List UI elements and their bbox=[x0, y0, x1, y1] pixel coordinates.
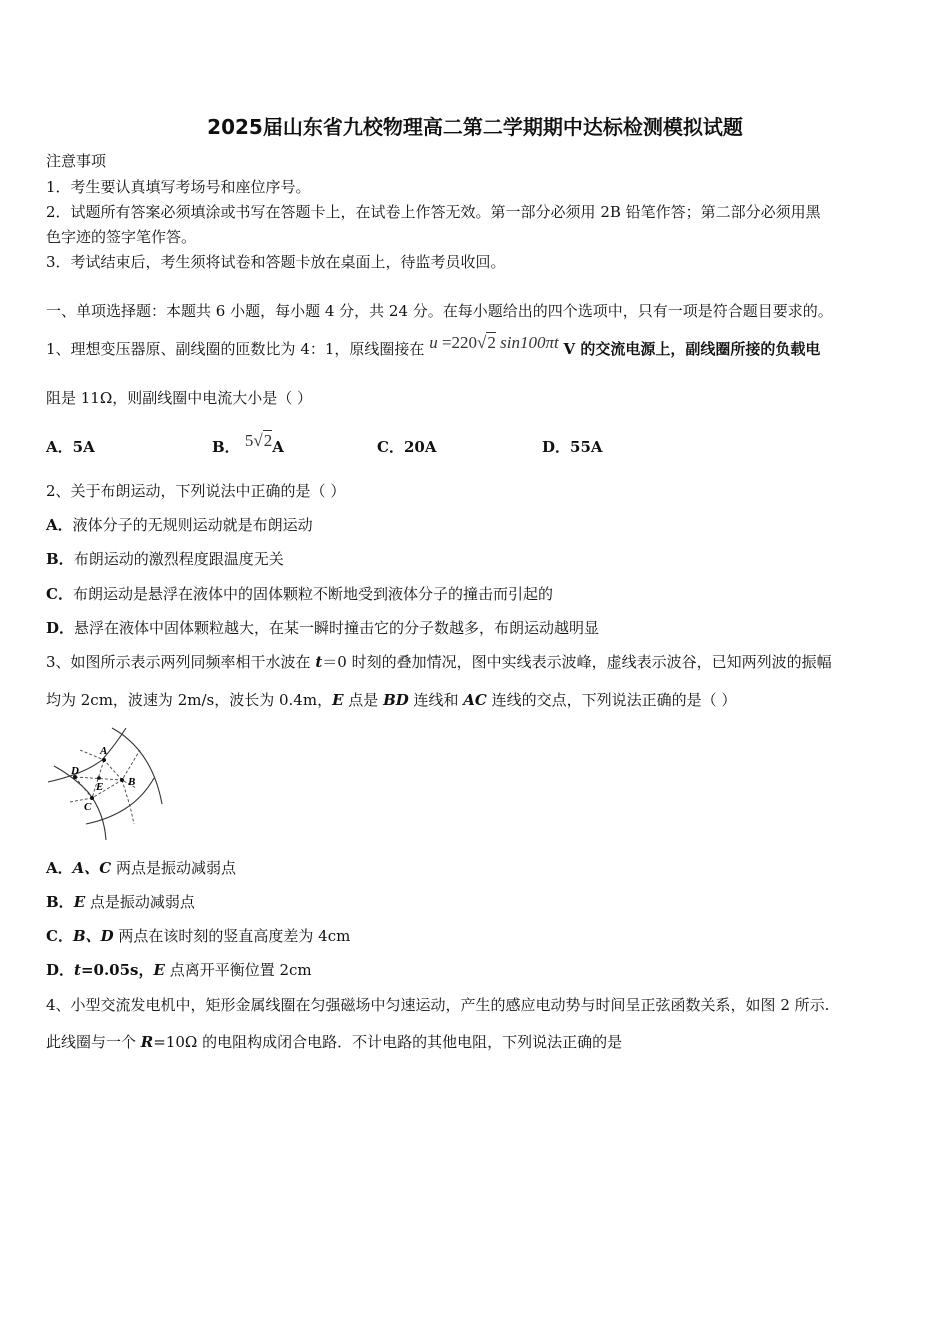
question-2-option-d[interactable]: D．悬浮在液体中固体颗粒越大，在某一瞬时撞击它的分子数越多，布朗运动越明显 bbox=[46, 619, 600, 637]
section-heading: 一、单项选择题：本题共 6 小题，每小题 4 分，共 24 分。在每小题给出的四个选项中，只有一项是符合题目要求的。 bbox=[46, 302, 833, 320]
notice-item-2-cont: 色字迹的签字笔作答。 bbox=[46, 228, 197, 246]
formula-voltage: u =220√2 sin100πt bbox=[429, 333, 559, 352]
notice-heading: 注意事项 bbox=[46, 152, 107, 170]
wave-diagram-svg bbox=[44, 722, 169, 842]
svg-text:D: D bbox=[71, 765, 79, 777]
question-4-stem-line2: 此线圈与一个 R=10Ω 的电阻构成闭合电路．不计电路的其他电阻，下列说法正确的是 bbox=[46, 1033, 623, 1051]
question-1-stem-part2: V 的交流电源上，副线圈所接的负载电 bbox=[563, 340, 821, 358]
question-1-option-b[interactable]: B． 5√2A bbox=[212, 431, 284, 456]
question-3-option-a[interactable]: A．A、C 两点是振动减弱点 bbox=[46, 859, 236, 877]
svg-text:E: E bbox=[96, 781, 104, 793]
question-2-option-c[interactable]: C．布朗运动是悬浮在液体中的固体颗粒不断地受到液体分子的撞击而引起的 bbox=[46, 585, 553, 603]
point-b bbox=[120, 778, 124, 782]
question-2-option-a[interactable]: A．液体分子的无规则运动就是布朗运动 bbox=[46, 516, 313, 534]
notice-item-3: 3．考试结束后，考生须将试卷和答题卡放在桌面上，待监考员收回。 bbox=[46, 253, 506, 271]
question-1-option-a[interactable]: A．5A bbox=[46, 438, 95, 456]
page-title: 2025届山东省九校物理高二第二学期期中达标检测模拟试题 bbox=[207, 115, 743, 139]
point-c bbox=[90, 796, 94, 800]
point-e bbox=[97, 776, 101, 780]
point-a bbox=[102, 758, 106, 762]
question-1-stem-part1: 1、理想变压器原、副线圈的匝数比为 4：1，原线圈接在 bbox=[46, 340, 425, 358]
formula-5-sqrt-2: 5√2 bbox=[244, 431, 273, 450]
question-1-stem-line2: 阻是 11Ω，则副线圈中电流大小是（ ） bbox=[46, 389, 313, 407]
question-1-option-d[interactable]: D．55A bbox=[542, 438, 603, 456]
question-3-option-d[interactable]: D．t=0.05s，E 点离开平衡位置 2cm bbox=[46, 961, 312, 979]
question-4-stem-line1: 4、小型交流发电机中，矩形金属线圈在匀强磁场中匀速运动，产生的感应电动势与时间呈正弦函数关系，如图 2 所示. bbox=[46, 996, 830, 1014]
question-1-stem bbox=[46, 333, 821, 359]
svg-text:C: C bbox=[84, 801, 92, 813]
question-3-stem-line2: 均为 2cm，波速为 2m/s，波长为 0.4m，E 点是 BD 连线和 AC 连线的交点，下列说法正确的是（ ） bbox=[46, 691, 737, 709]
notice-item-1: 1．考生要认真填写考场号和座位序号。 bbox=[46, 178, 311, 196]
svg-text:B: B bbox=[128, 776, 136, 788]
question-2-stem: 2、关于布朗运动，下列说法中正确的是（ ） bbox=[46, 482, 346, 500]
wave-interference-figure bbox=[44, 722, 169, 842]
question-3-option-c[interactable]: C．B、D 两点在该时刻的竖直高度差为 4cm bbox=[46, 927, 351, 945]
question-1-option-c[interactable]: C．20A bbox=[377, 438, 437, 456]
question-2-option-b[interactable]: B．布朗运动的激烈程度跟温度无关 bbox=[46, 550, 284, 568]
notice-item-2: 2．试题所有答案必须填涂或书写在答题卡上，在试卷上作答无效。第一部分必须用 2B 铅笔作答；第二部分必须用黑 bbox=[46, 203, 821, 221]
svg-text:A: A bbox=[100, 745, 108, 757]
question-3-stem-line1: 3、如图所示表示两列同频率相干水波在 t＝0 时刻的叠加情况，图中实线表示波峰，虚线表示波谷，已知两列波的振幅 bbox=[46, 653, 832, 671]
question-3-option-b[interactable]: B．E 点是振动减弱点 bbox=[46, 893, 195, 911]
